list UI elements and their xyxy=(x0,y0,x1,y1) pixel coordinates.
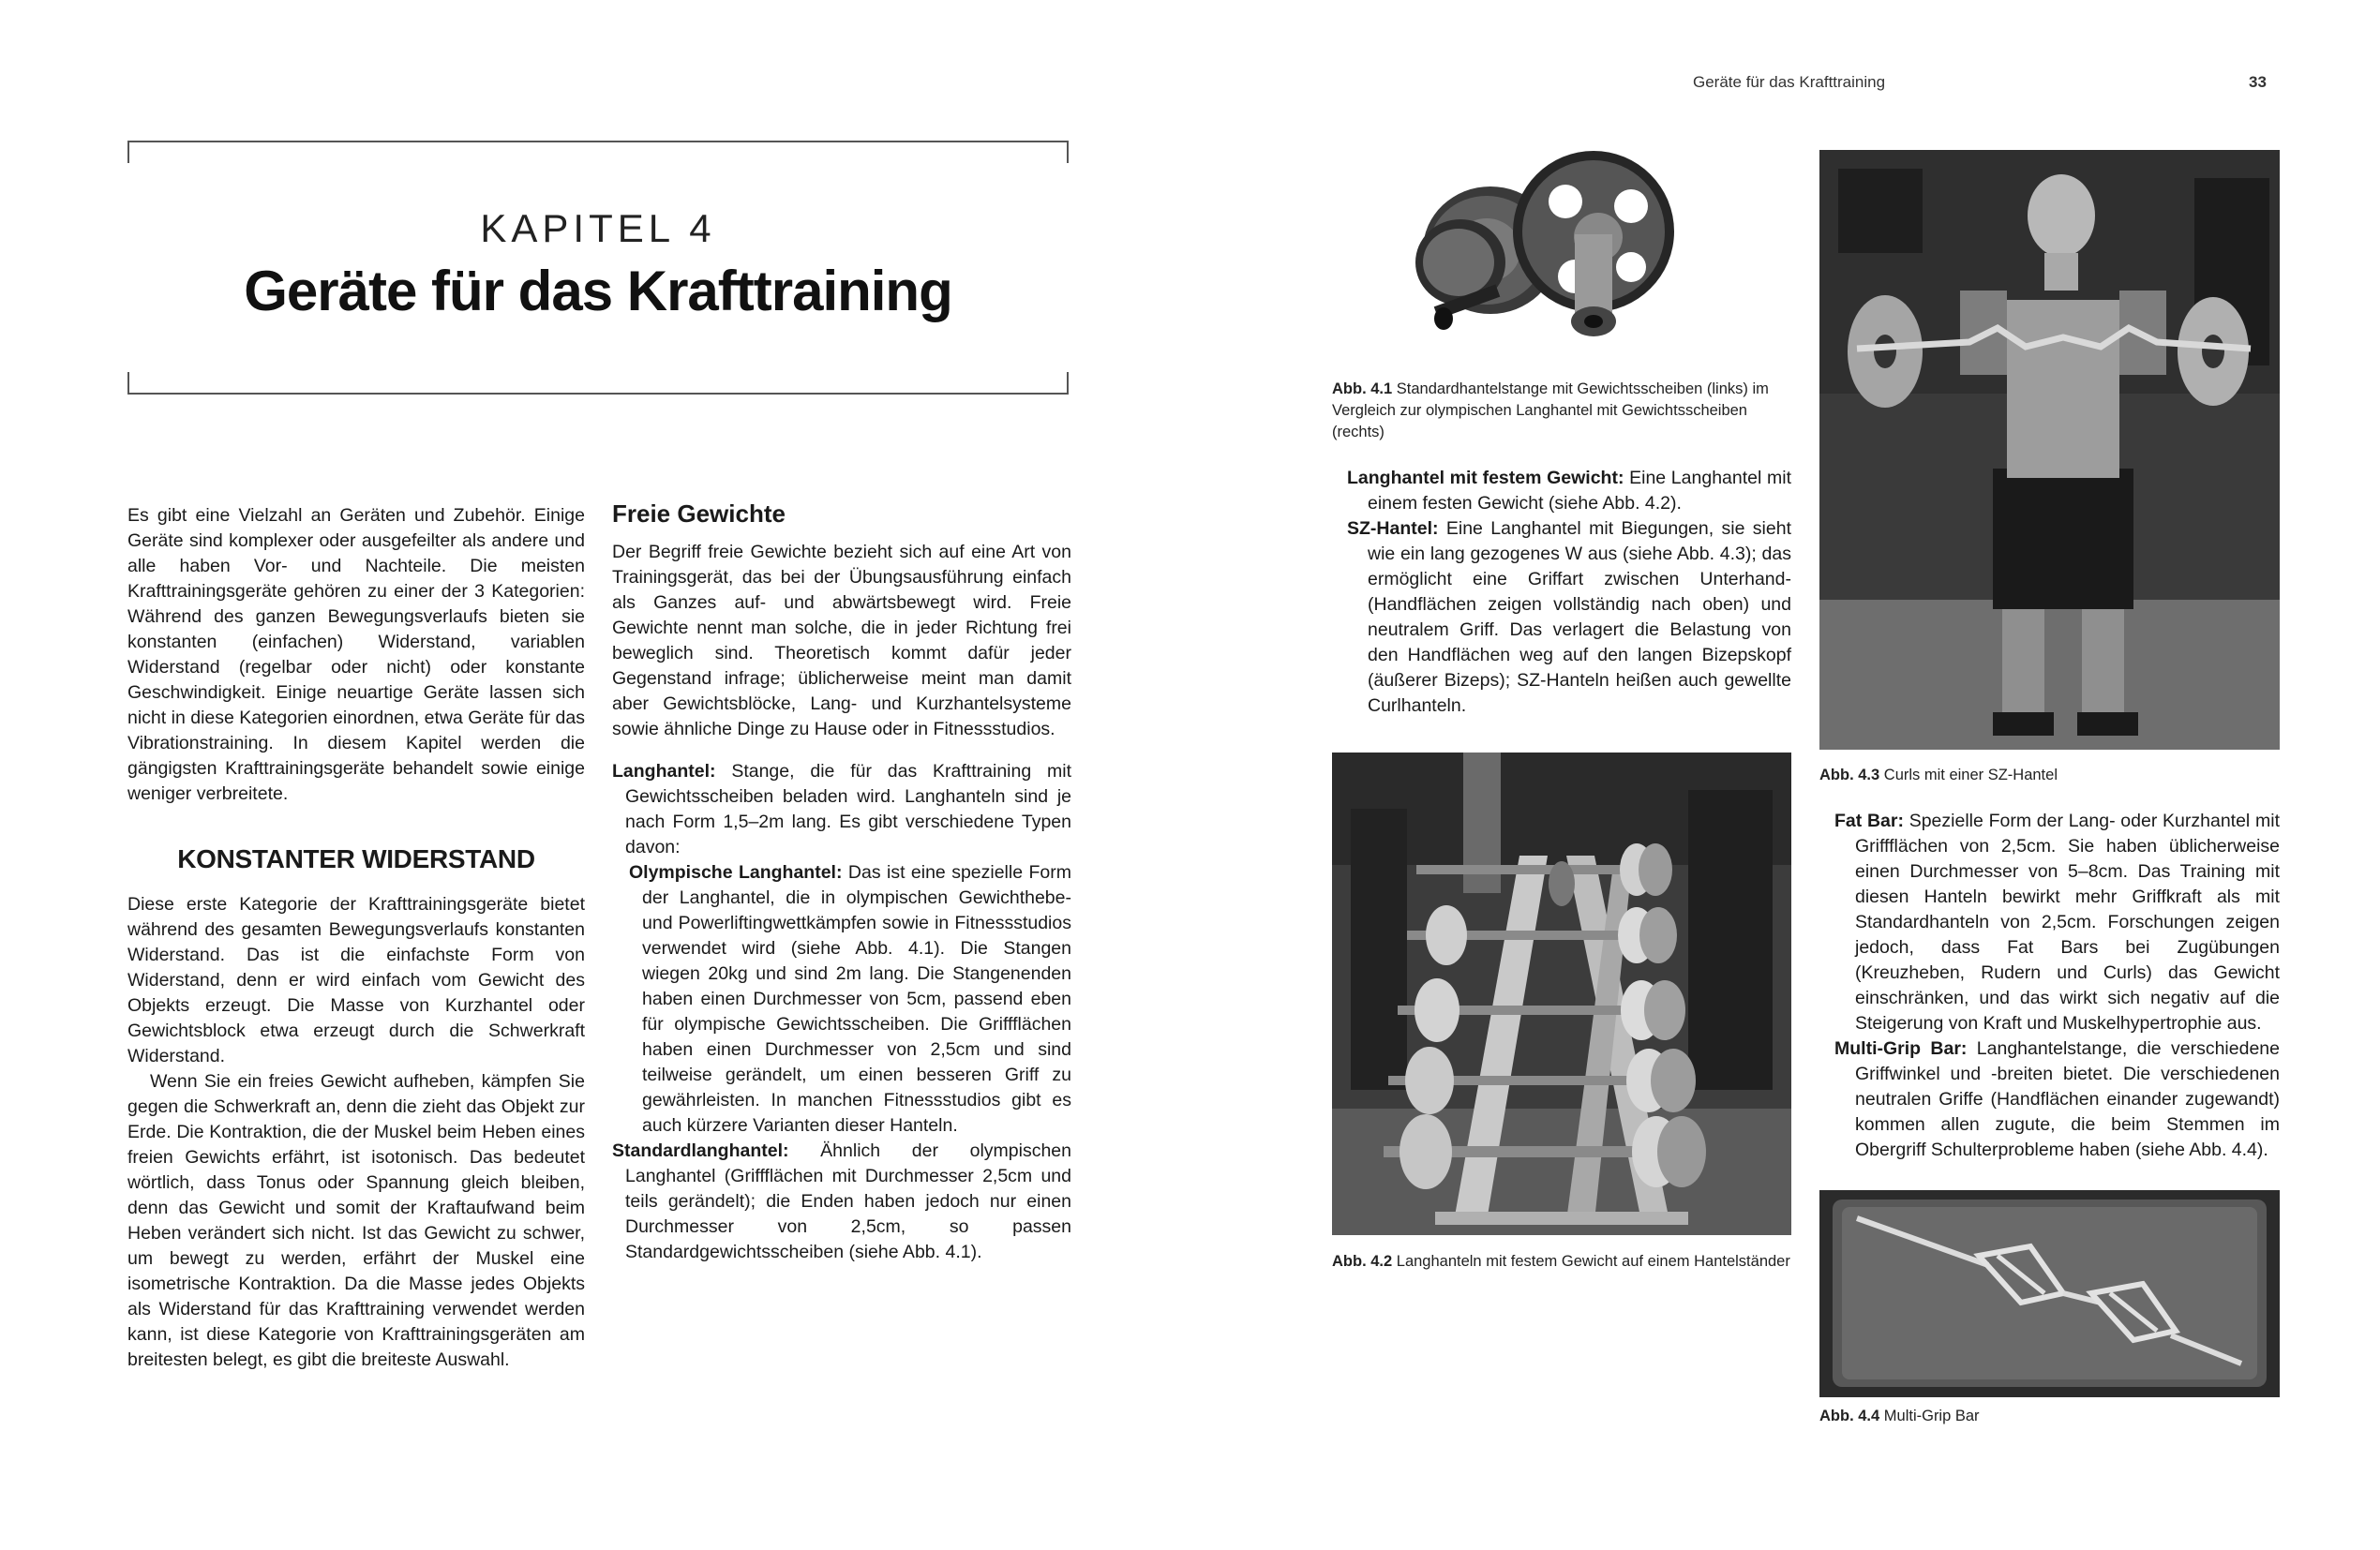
figure-4-3-caption: Abb. 4.3 Curls mit einer SZ-Hantel xyxy=(1819,767,2058,783)
column-4 xyxy=(1819,809,2280,1163)
chapter-title: Geräte für das Krafttraining xyxy=(244,260,952,322)
column-2 xyxy=(612,501,1071,1265)
body-paragraph: Der Begriff freie Gewichte bezieht sich auf eine Art von Trainingsgerät, das bei der Übungsausführung einfach als Ganzes auf- und abwärtsbewegt wird. Freie Gewichte nennt man solche, die in jeder Richtung frei beweglich sind. Theoretisch kommt dafür jeder Gegenstand infrage; üblicherweise meint man damit aber Gewichtsblöcke, Lang- und Kurzhantelsysteme sowie ähnliche Dinge zu Hause oder in Fitnessstudios. xyxy=(612,542,1071,739)
running-title: Geräte für das Krafttraining xyxy=(1693,73,1886,91)
chapter-kicker: KAPITEL 4 xyxy=(480,206,716,250)
figure-4-4-caption: Abb. 4.4 Multi-Grip Bar xyxy=(1819,1408,1980,1424)
definition-langhantel: Langhantel: Stange, die für das Krafttraining mit Gewichtsscheiben beladen wird. Langhanteln sind je nach Form 1,5–2m lang. Es gibt verschiedene Typen davon: xyxy=(612,761,1071,857)
definition-olympische-langhantel: Olympische Langhantel: Das ist eine spezielle Form der Langhantel, die in olympischen Gewichthebe- und Powerliftingwettkämpfen sowie in Fitnessstudios verwendet wird (siehe Abb. 4.1). Die Stangen wiegen 20kg und sind 2m lang. Die Stangenenden haben einen Durchmesser von 5cm, passend eben für olympische Gewichtsscheiben. Die Griffflächen haben einen Durchmesser von 2,5cm und sind teilweise gerändelt, um einen besseren Griff zu gewährleisten. In manchen Fitnessstudios gibt es auch kürzere Varianten dieser Hanteln. xyxy=(629,862,1071,1136)
subsection-heading: Freie Gewichte xyxy=(612,499,786,528)
page-number: 33 xyxy=(2249,73,2267,91)
definition-sz-hantel: SZ-Hantel: Eine Langhantel mit Biegungen, sie sieht wie ein lang gezogenes W aus (siehe Abb. 4.3); das ermöglicht eine Griffart zwischen Unterhand- (Handflächen zeigen vollständig nach oben) und neutralem Griff. Das verlagert die Belastung von den Handflächen weg auf den langen Bizepskopf (äußerer Bizeps); SZ-Hanteln heißen auch gewellte Curlhanteln. xyxy=(1347,518,1791,716)
body-paragraph: Diese erste Kategorie der Krafttrainingsgeräte bietet während des gesamten Bewegungsverlaufs konstanten Widerstand. Das ist die einfachste Form von Widerstand, denn er wird einfach vom Gewicht des Objekts erzeugt. Die Masse von Kurzhantel oder Gewichtsblock etwa erzeugt durch die Schwerkraft Widerstand. xyxy=(127,894,585,1066)
figure-4-1-image xyxy=(1406,145,1678,342)
figure-4-2-caption: Abb. 4.2 Langhanteln mit festem Gewicht auf einem Hantelständer xyxy=(1332,1253,1790,1270)
column-1 xyxy=(127,503,585,1373)
intro-paragraph: Es gibt eine Vielzahl an Geräten und Zubehör. Einige Geräte sind komplexer oder ausgefeilter als andere und alle haben Vor- und Nachteile. Die meisten Krafttrainingsgeräte gehören zu einer der 3 Kategorien: Während des ganzen Bewegungsverlaufs bieten sie konstanten (einfachen) Widerstand, variablen Widerstand (regelbar oder nicht) oder konstante Geschwindigkeit. Einige neuartige Geräte lassen sich nicht in diese Kategorien einordnen, etwa Geräte für das Vibrationstraining. In diesem Kapitel werden die gängigsten Krafttrainingsgeräte behandelt sowie einige weniger verbreitete. xyxy=(127,505,585,804)
section-heading: KONSTANTER WIDERSTAND xyxy=(177,844,535,873)
definition-fat-bar: Fat Bar: Spezielle Form der Lang- oder Kurzhantel mit Griffflächen von 2,5cm. Sie haben üblicherweise einen Durchmesser von 5–8cm. Das Training mit diesen Hanteln bewirkt mehr Griffkraft als mit Standardhanteln von 2,5cm. Forschungen zeigen jedoch, dass Fat Bars bei Zugübungen (Kreuzheben, Rudern und Curls) das Gewicht einschränken, und das wirkt sich negativ auf die Steigerung von Kraft und Muskelhypertrophie aus. xyxy=(1834,811,2280,1034)
chapter-title-box xyxy=(127,141,1069,395)
definition-langhantel-festes-gewicht: Langhantel mit festem Gewicht: Eine Langhantel mit einem festen Gewicht (siehe Abb. 4.2). xyxy=(1347,468,1791,514)
body-paragraph: Wenn Sie ein freies Gewicht aufheben, kämpfen Sie gegen die Schwerkraft an, denn die zieht das Objekt zur Erde. Die Kontraktion, die der Muskel beim Heben eines freien Gewichts erfährt, ist isotonisch. Das bedeutet wörtlich, dass Tonus oder Spannung gleich bleiben, denn das Gewicht und somit der Kraftaufwand beim Heben verändert sich nicht. Ist das Gewicht zu schwer, um bewegt zu werden, erfährt der Muskel eine isometrische Kontraktion. Da die Masse jedes Objekts als Widerstand für das Krafttraining verwendet werden kann, ist diese Kategorie von Krafttrainingsgeräten am breitesten belegt, es gibt die breiteste Auswahl. xyxy=(127,1071,585,1370)
figure-4-4-image xyxy=(1819,1190,2280,1397)
figure-4-1-caption: Abb. 4.1 Standardhantelstange mit Gewichtsscheiben (links) im Vergleich zur olympischen Langhantel mit Gewichtsscheiben (rechts) xyxy=(1332,380,1769,440)
column-3 xyxy=(1332,466,1791,719)
figure-4-2-image xyxy=(1332,753,1791,1235)
definition-standardlanghantel: Standardlanghantel: Ähnlich der olympischen Langhantel (Griffflächen mit Durchmesser 2,5cm und teils gerändelt); die Enden haben jedoch nur einen Durchmesser von 2,5cm, so passen Standardgewichtsscheiben (siehe Abb. 4.1). xyxy=(612,1140,1071,1262)
figure-4-3-image xyxy=(1819,150,2280,750)
definition-multi-grip-bar: Multi-Grip Bar: Langhantelstange, die verschiedene Griffwinkel und -breiten bietet. Die verschiedenen neutralen Griffe (Handflächen einander zugewandt) kommen allen zugute, die beim Stemmen im Obergriff Schulterprobleme haben (siehe Abb. 4.4). xyxy=(1834,1038,2280,1160)
